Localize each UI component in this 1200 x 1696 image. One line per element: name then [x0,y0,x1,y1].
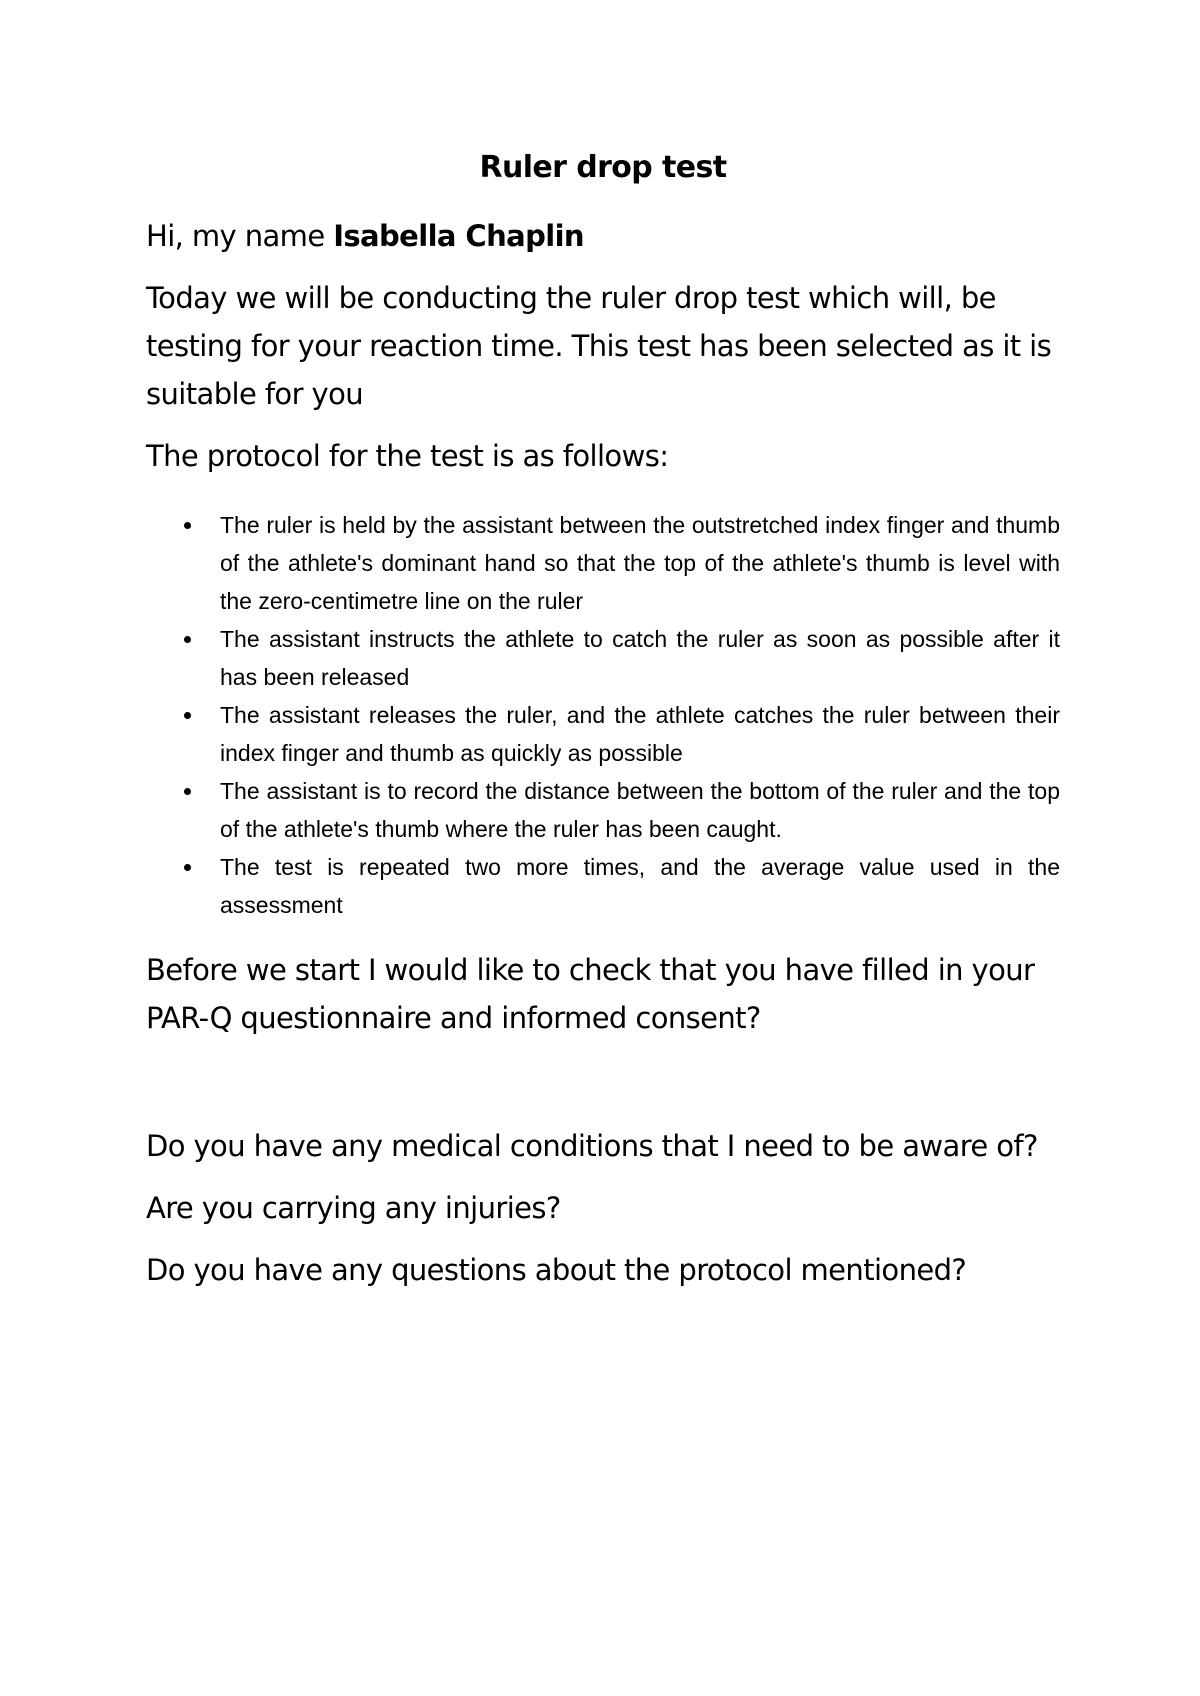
protocol-list [146,506,1060,924]
consent-question: Before we start I would like to check that you have filled in your PAR-Q questionnaire and informed consent? [146,953,1035,1035]
bullet-icon [184,636,191,643]
blank-line [146,1056,1060,1122]
greeting [146,212,1060,260]
protocol-step-text: The ruler is held by the assistant between the outstretched index finger and thumb of the athlete's dominant hand so that the top of the athlete's thumb is level with the zero-centimetre line on the ruler [220,512,1060,614]
protocol-heading: The protocol for the test is as follows: [146,439,669,473]
protocol-step [146,620,1060,696]
medical-question: Do you have any medical conditions that I need to be aware of? [146,1129,1038,1163]
protocol-step-text: The assistant instructs the athlete to catch the ruler as soon as possible after it has been released [220,626,1060,690]
document-title: Ruler drop test [479,150,727,185]
protocol-step [146,848,1060,924]
injury-question: Are you carrying any injuries? [146,1191,561,1225]
intro-paragraph: Today we will be conducting the ruler drop test which will, be testing for your reaction time. This test has been selected as it is suitable for you [146,281,1052,411]
protocol-step [146,772,1060,848]
protocol-step-text: The test is repeated two more times, and the average value used in the assessment [220,854,1060,918]
protocol-question: Do you have any questions about the protocol mentioned? [146,1253,967,1287]
protocol-step [146,696,1060,772]
bullet-icon [184,522,191,529]
greeting-prefix: Hi, my name [146,219,334,253]
bullet-icon [184,864,191,871]
protocol-step-text: The assistant releases the ruler, and the athlete catches the ruler between their index finger and thumb as quickly as possible [220,702,1060,766]
protocol-step [146,506,1060,620]
bullet-icon [184,788,191,795]
bullet-icon [184,712,191,719]
presenter-name: Isabella Chaplin [333,219,584,253]
protocol-step-text: The assistant is to record the distance between the bottom of the ruler and the top of the athlete's thumb where the ruler has been caught. [220,778,1060,842]
